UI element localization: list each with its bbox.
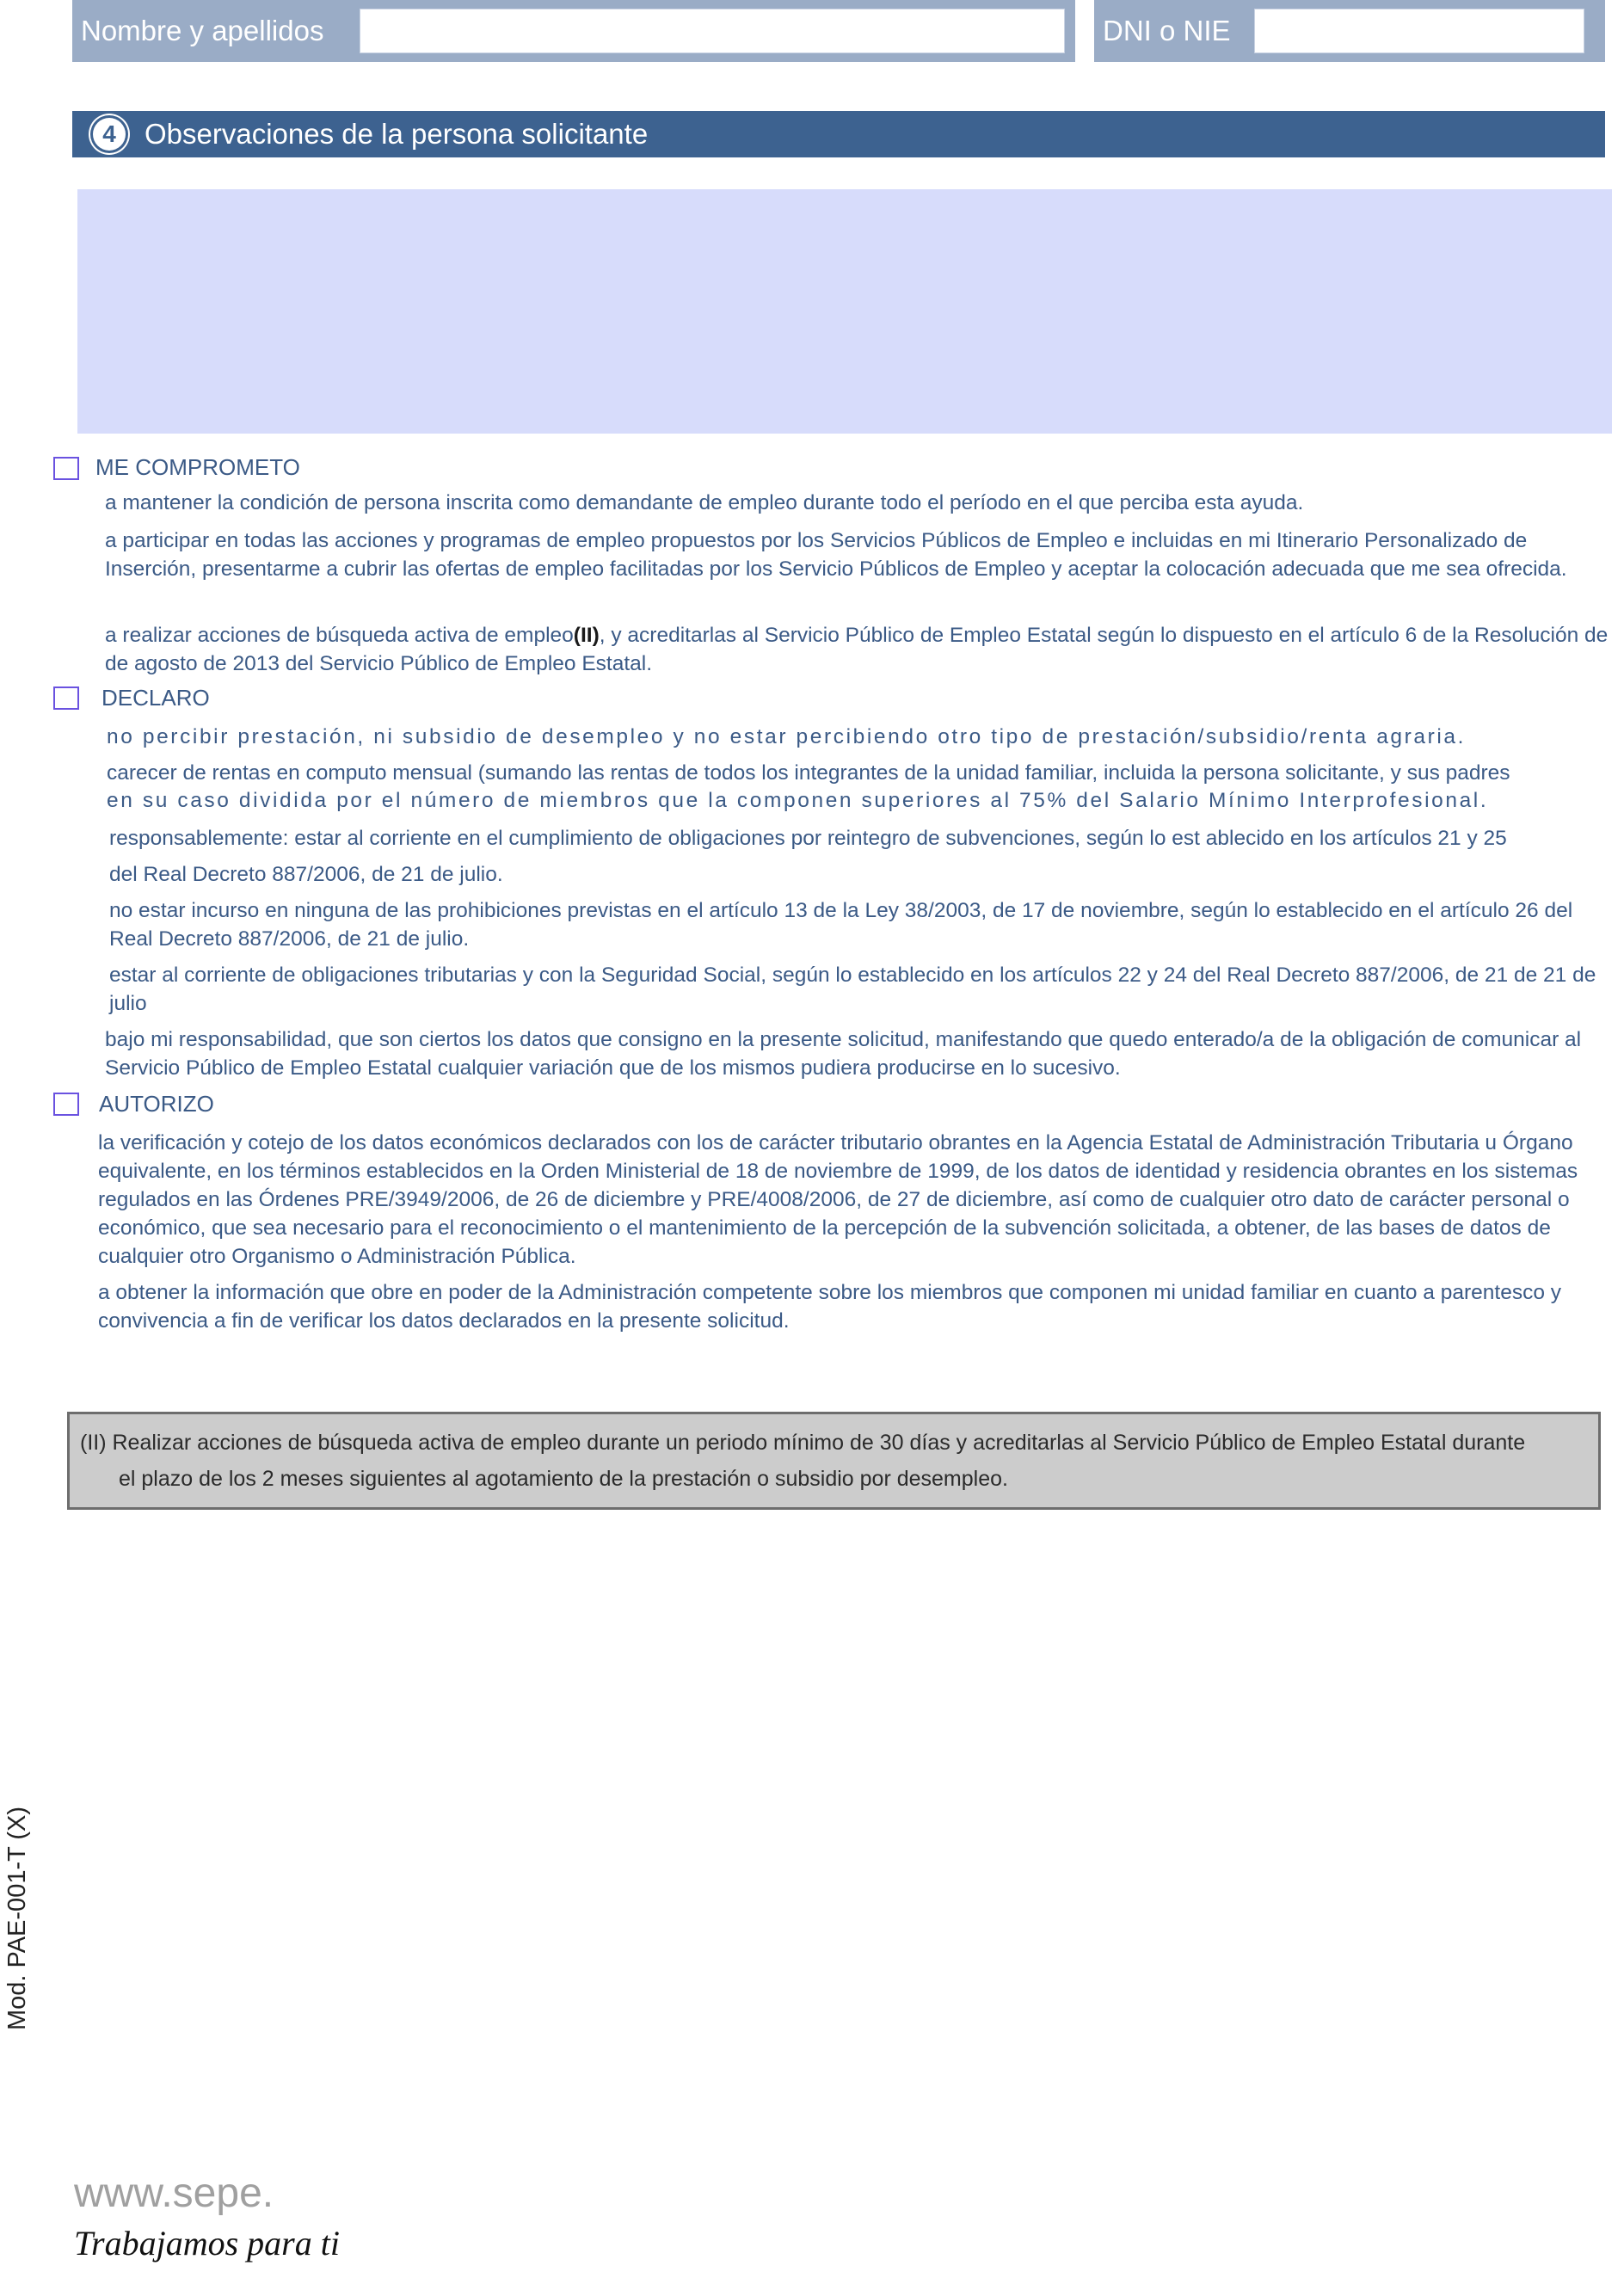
declare-checkbox[interactable] xyxy=(53,686,79,710)
observations-textarea[interactable] xyxy=(77,189,1612,434)
commit-checkbox[interactable] xyxy=(53,457,79,480)
declare-item-2-line-2: en su caso dividida por el número de miembros que la componen superiores al 75% del Salario Mínimo Interprofesional. xyxy=(107,789,1489,812)
footnote-box xyxy=(67,1412,1601,1510)
tagline: Trabajamos para ti xyxy=(74,2224,340,2263)
commit-item-3-reference: (II) xyxy=(573,624,600,647)
declare-item-6: bajo mi responsabilidad, que son ciertos los datos que consigno en la presente solicitud, manifestando que quedo enterado/a de la obligación de comunicar al Servicio Público de Empleo Estatal cualquier variación que de los mismos pudiera producirse en lo sucesivo. xyxy=(105,1028,1582,1080)
section-number-badge: 4 xyxy=(93,118,126,151)
id-label: DNI o NIE xyxy=(1103,15,1231,46)
declare-heading: DECLARO xyxy=(102,685,210,711)
name-field-bar xyxy=(72,0,1075,62)
authorize-item-1: la verificación y cotejo de los datos económicos declarados con los de carácter tributario obrantes en la Agencia Estatal de Administración Tributaria u Órgano equivalente, en los términos establecidos en la Orden Ministerial de 18 de noviembre de 1999, de los datos de identidad y residencia obrantes en los sistemas regulados en las Órdenes PRE/3949/2006, de 26 de diciembre y PRE/4008/2006, de 27 de diciembre, así como de cualquier otro dato de carácter personal o económico, que sea necesario para el reconocimiento o el mantenimiento de la percepción de la subvención solicitada, a obtener, de las bases de datos de cualquier otro Organismo o Administración Pública. xyxy=(98,1131,1578,1268)
authorize-checkbox[interactable] xyxy=(53,1093,79,1116)
authorize-heading: AUTORIZO xyxy=(99,1091,214,1117)
section-title: Observaciones de la persona solicitante xyxy=(145,118,649,150)
commit-item-2: a participar en todas las acciones y programas de empleo propuestos por los Servicios Públicos de Empleo e incluidas en mi Itinerario Personalizado de Inserción, presentarme a cubrir las ofertas de empleo facilitadas por los Servicio Públicos de Empleo y aceptar la colocación adecuada que me sea ofrecida. xyxy=(105,529,1567,581)
commit-item-3-text-before: a realizar acciones de búsqueda activa de empleo xyxy=(105,624,574,647)
declare-item-3-line-2: del Real Decreto 887/2006, de 21 de julio. xyxy=(109,863,503,886)
section-header xyxy=(72,111,1605,157)
commit-item-3-text-after: , y acreditarlas al Servicio Público de Empleo Estatal según lo dispuesto en el artículo 6 de la Resolución de de agosto de 2013 del Servicio Público de Empleo Estatal. xyxy=(105,624,1609,675)
commit-item-1: a mantener la condición de persona inscrita como demandante de empleo durante todo el período en el que perciba esta ayuda. xyxy=(105,491,1304,514)
declare-item-5: estar al corriente de obligaciones tributarias y con la Seguridad Social, según lo establecido en los artículos 22 y 24 del Real Decreto 887/2006, de 21 de 21 de julio xyxy=(109,964,1596,1015)
authorize-item-2: a obtener la información que obre en poder de la Administración competente sobre los miembros que componen mi unidad familiar en cuanto a parentesco y convivencia a fin de verificar los datos declarados en la presente solicitud. xyxy=(98,1281,1562,1333)
declare-item-4: no estar incurso en ninguna de las prohibiciones previstas en el artículo 13 de la Ley 38/2003, de 17 de noviembre, según lo establecido en el artículo 26 del Real Decreto 887/2006, de 21 de julio. xyxy=(109,899,1573,951)
declare-item-1: no percibir prestación, ni subsidio de desempleo y no estar percibiendo otro tipo de prestación/subsidio/renta agraria. xyxy=(107,725,1467,748)
model-code: Mod. PAE-001-T (X) xyxy=(3,1806,31,2030)
footnote-line-2: el plazo de los 2 meses siguientes al agotamiento de la prestación o subsidio por desempleo. xyxy=(119,1467,1008,1491)
declare-item-2-line-1: carecer de rentas en computo mensual (sumando las rentas de todos los integrantes de la unidad familiar, incluida la persona solicitante, y sus padres xyxy=(107,761,1510,785)
name-label: Nombre y apellidos xyxy=(81,15,324,46)
commit-heading: ME COMPROMETO xyxy=(95,454,300,480)
id-input[interactable] xyxy=(1254,9,1584,53)
id-field-bar xyxy=(1094,0,1605,62)
website-url: www.sepe. xyxy=(74,2170,274,2216)
name-input[interactable] xyxy=(360,9,1065,53)
footnote-line-1: (II) Realizar acciones de búsqueda activa de empleo durante un periodo mínimo de 30 días y acreditarlas al Servicio Público de Empleo Estatal durante xyxy=(80,1431,1526,1455)
commit-item-3 xyxy=(105,621,1619,678)
declare-item-3-line-1: responsablemente: estar al corriente en el cumplimiento de obligaciones por reintegro de subvenciones, según lo est ablecido en los artículos 21 y 25 xyxy=(109,827,1507,850)
